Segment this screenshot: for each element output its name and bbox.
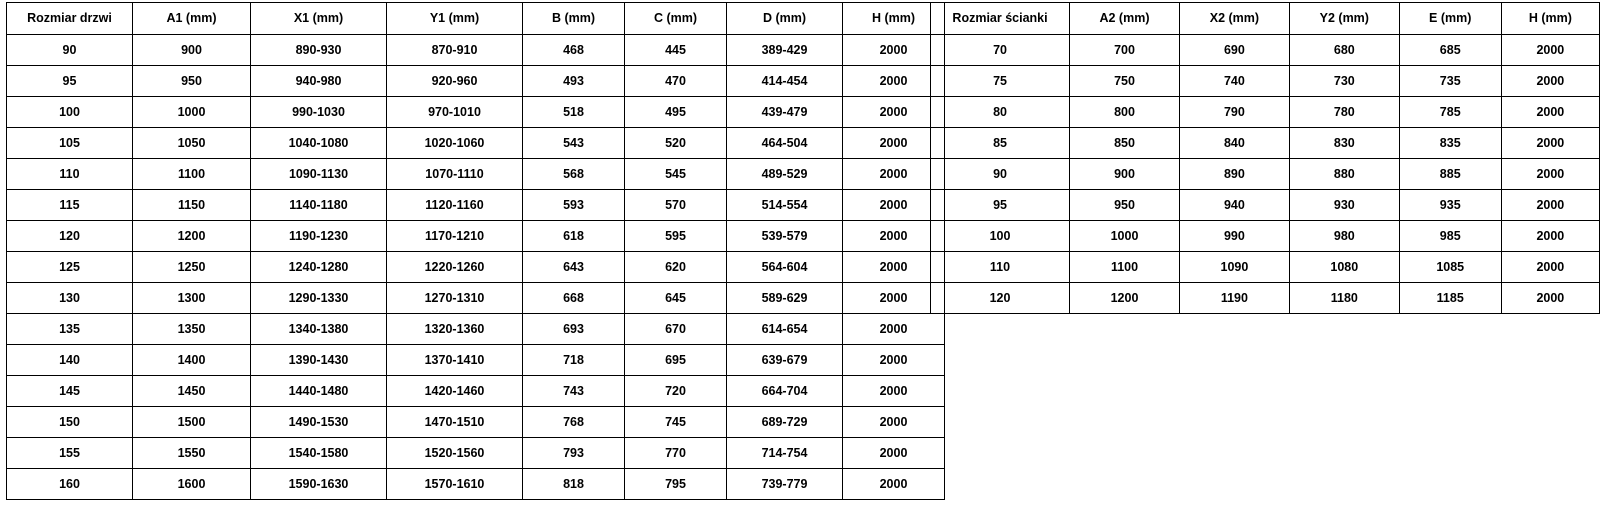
table-cell: 850: [1070, 128, 1180, 159]
table-cell: 643: [523, 252, 625, 283]
table-cell: 1100: [1070, 252, 1180, 283]
table-header-row: [7, 3, 945, 35]
table-row: [931, 252, 1600, 283]
table-cell: 780: [1289, 97, 1399, 128]
table-cell: 743: [523, 376, 625, 407]
table-cell: 135: [7, 314, 133, 345]
table-cell: 439-479: [727, 97, 843, 128]
table-cell: 840: [1179, 128, 1289, 159]
table-cell: 900: [133, 35, 251, 66]
table-row: [7, 128, 945, 159]
table-cell: 468: [523, 35, 625, 66]
table-cell: 664-704: [727, 376, 843, 407]
table-row: [931, 159, 1600, 190]
table-cell: 1500: [133, 407, 251, 438]
table-cell: 1080: [1289, 252, 1399, 283]
table-cell: 1070-1110: [387, 159, 523, 190]
table-cell: 768: [523, 407, 625, 438]
table-cell: 493: [523, 66, 625, 97]
table-row: [7, 159, 945, 190]
table-cell: 1370-1410: [387, 345, 523, 376]
table-cell: 518: [523, 97, 625, 128]
table-cell: 1120-1160: [387, 190, 523, 221]
table-cell: 1085: [1399, 252, 1501, 283]
table-cell: 2000: [1501, 283, 1599, 314]
table-cell: 1320-1360: [387, 314, 523, 345]
table-cell: 1185: [1399, 283, 1501, 314]
table-row: [7, 66, 945, 97]
table-cell: 900: [1070, 159, 1180, 190]
table-cell: 770: [625, 438, 727, 469]
table-cell: 718: [523, 345, 625, 376]
table-cell: 2000: [843, 283, 945, 314]
table-cell: 595: [625, 221, 727, 252]
table-row: [7, 97, 945, 128]
table-row: [931, 283, 1600, 314]
doors-table-body: [7, 35, 945, 500]
table-cell: 620: [625, 252, 727, 283]
table-cell: 1540-1580: [251, 438, 387, 469]
table-row: [7, 221, 945, 252]
table-cell: 1150: [133, 190, 251, 221]
table-cell: 85: [931, 128, 1070, 159]
table-cell: 2000: [843, 66, 945, 97]
table-cell: 639-679: [727, 345, 843, 376]
table-row: [931, 221, 1600, 252]
table-cell: 1090: [1179, 252, 1289, 283]
table-cell: 470: [625, 66, 727, 97]
table-cell: 1520-1560: [387, 438, 523, 469]
table-cell: 714-754: [727, 438, 843, 469]
column-header: X1 (mm): [251, 3, 387, 35]
table-cell: 568: [523, 159, 625, 190]
table-cell: 739-779: [727, 469, 843, 500]
column-header: Y1 (mm): [387, 3, 523, 35]
table-cell: 870-910: [387, 35, 523, 66]
table-cell: 1240-1280: [251, 252, 387, 283]
table-cell: 790: [1179, 97, 1289, 128]
table-cell: 2000: [1501, 66, 1599, 97]
doors-dimensions-table: [6, 2, 945, 500]
table-cell: 890-930: [251, 35, 387, 66]
doors-table-container: [6, 2, 945, 500]
table-cell: 130: [7, 283, 133, 314]
table-cell: 680: [1289, 35, 1399, 66]
column-header: B (mm): [523, 3, 625, 35]
table-row: [7, 252, 945, 283]
table-cell: 1390-1430: [251, 345, 387, 376]
table-cell: 414-454: [727, 66, 843, 97]
table-cell: 489-529: [727, 159, 843, 190]
walls-dimensions-table: [930, 2, 1600, 314]
table-row: [931, 128, 1600, 159]
table-cell: 514-554: [727, 190, 843, 221]
table-cell: 495: [625, 97, 727, 128]
table-cell: 543: [523, 128, 625, 159]
table-cell: 1440-1480: [251, 376, 387, 407]
table-row: [931, 97, 1600, 128]
table-cell: 1200: [1070, 283, 1180, 314]
table-cell: 750: [1070, 66, 1180, 97]
column-header: D (mm): [727, 3, 843, 35]
table-cell: 160: [7, 469, 133, 500]
table-cell: 785: [1399, 97, 1501, 128]
table-cell: 670: [625, 314, 727, 345]
table-cell: 689-729: [727, 407, 843, 438]
table-header-row: [931, 3, 1600, 35]
table-cell: 1140-1180: [251, 190, 387, 221]
table-cell: 950: [1070, 190, 1180, 221]
table-cell: 745: [625, 407, 727, 438]
table-cell: 105: [7, 128, 133, 159]
table-cell: 2000: [843, 345, 945, 376]
table-cell: 1100: [133, 159, 251, 190]
table-cell: 95: [7, 66, 133, 97]
table-row: [931, 35, 1600, 66]
table-cell: 1570-1610: [387, 469, 523, 500]
table-cell: 970-1010: [387, 97, 523, 128]
table-cell: 2000: [1501, 97, 1599, 128]
table-cell: 1250: [133, 252, 251, 283]
table-cell: 645: [625, 283, 727, 314]
table-cell: 1590-1630: [251, 469, 387, 500]
table-cell: 115: [7, 190, 133, 221]
table-cell: 1040-1080: [251, 128, 387, 159]
column-header: A1 (mm): [133, 3, 251, 35]
table-row: [7, 438, 945, 469]
table-cell: 818: [523, 469, 625, 500]
table-cell: 389-429: [727, 35, 843, 66]
table-cell: 155: [7, 438, 133, 469]
table-cell: 1200: [133, 221, 251, 252]
table-cell: 70: [931, 35, 1070, 66]
table-cell: 735: [1399, 66, 1501, 97]
table-cell: 2000: [843, 438, 945, 469]
table-cell: 830: [1289, 128, 1399, 159]
table-cell: 930: [1289, 190, 1399, 221]
table-cell: 545: [625, 159, 727, 190]
table-cell: 1000: [133, 97, 251, 128]
walls-table-body: [931, 35, 1600, 314]
table-cell: 1340-1380: [251, 314, 387, 345]
table-row: [7, 376, 945, 407]
table-cell: 800: [1070, 97, 1180, 128]
column-header: C (mm): [625, 3, 727, 35]
table-cell: 1600: [133, 469, 251, 500]
table-cell: 539-579: [727, 221, 843, 252]
table-cell: 1000: [1070, 221, 1180, 252]
table-cell: 940-980: [251, 66, 387, 97]
table-cell: 618: [523, 221, 625, 252]
column-header: H (mm): [843, 3, 945, 35]
table-cell: 740: [1179, 66, 1289, 97]
table-cell: 920-960: [387, 66, 523, 97]
table-row: [7, 469, 945, 500]
table-cell: 140: [7, 345, 133, 376]
table-cell: 75: [931, 66, 1070, 97]
column-header: E (mm): [1399, 3, 1501, 35]
table-cell: 990-1030: [251, 97, 387, 128]
table-cell: 1300: [133, 283, 251, 314]
table-cell: 614-654: [727, 314, 843, 345]
table-cell: 700: [1070, 35, 1180, 66]
table-cell: 570: [625, 190, 727, 221]
column-header: Rozmiar ścianki: [931, 3, 1070, 35]
table-cell: 1220-1260: [387, 252, 523, 283]
table-cell: 2000: [1501, 252, 1599, 283]
table-cell: 835: [1399, 128, 1501, 159]
table-cell: 593: [523, 190, 625, 221]
table-cell: 1090-1130: [251, 159, 387, 190]
walls-table-container: [930, 2, 1600, 314]
table-cell: 520: [625, 128, 727, 159]
table-cell: 1550: [133, 438, 251, 469]
table-cell: 80: [931, 97, 1070, 128]
table-cell: 589-629: [727, 283, 843, 314]
table-cell: 110: [931, 252, 1070, 283]
table-cell: 1020-1060: [387, 128, 523, 159]
table-cell: 1050: [133, 128, 251, 159]
column-header: A2 (mm): [1070, 3, 1180, 35]
table-cell: 1270-1310: [387, 283, 523, 314]
table-cell: 1170-1210: [387, 221, 523, 252]
table-cell: 2000: [843, 252, 945, 283]
table-cell: 720: [625, 376, 727, 407]
table-cell: 145: [7, 376, 133, 407]
table-cell: 90: [931, 159, 1070, 190]
table-cell: 985: [1399, 221, 1501, 252]
table-row: [7, 190, 945, 221]
table-cell: 935: [1399, 190, 1501, 221]
table-cell: 2000: [843, 128, 945, 159]
table-cell: 445: [625, 35, 727, 66]
table-cell: 880: [1289, 159, 1399, 190]
table-cell: 2000: [843, 314, 945, 345]
table-cell: 2000: [1501, 190, 1599, 221]
table-cell: 2000: [1501, 35, 1599, 66]
table-cell: 120: [931, 283, 1070, 314]
table-row: [7, 407, 945, 438]
table-row: [931, 190, 1600, 221]
table-cell: 890: [1179, 159, 1289, 190]
table-cell: 685: [1399, 35, 1501, 66]
table-cell: 2000: [1501, 159, 1599, 190]
table-cell: 1180: [1289, 283, 1399, 314]
table-cell: 2000: [843, 159, 945, 190]
table-cell: 150: [7, 407, 133, 438]
table-cell: 2000: [843, 97, 945, 128]
table-cell: 1400: [133, 345, 251, 376]
table-cell: 793: [523, 438, 625, 469]
table-cell: 2000: [843, 221, 945, 252]
table-cell: 1490-1530: [251, 407, 387, 438]
table-row: [7, 314, 945, 345]
table-cell: 695: [625, 345, 727, 376]
table-cell: 795: [625, 469, 727, 500]
table-cell: 100: [931, 221, 1070, 252]
table-row: [7, 283, 945, 314]
table-cell: 690: [1179, 35, 1289, 66]
table-cell: 1470-1510: [387, 407, 523, 438]
table-cell: 950: [133, 66, 251, 97]
column-header: X2 (mm): [1179, 3, 1289, 35]
column-header: Y2 (mm): [1289, 3, 1399, 35]
table-cell: 564-604: [727, 252, 843, 283]
table-cell: 120: [7, 221, 133, 252]
table-row: [7, 35, 945, 66]
table-cell: 668: [523, 283, 625, 314]
table-cell: 730: [1289, 66, 1399, 97]
table-cell: 100: [7, 97, 133, 128]
table-cell: 2000: [843, 190, 945, 221]
table-cell: 693: [523, 314, 625, 345]
column-header: H (mm): [1501, 3, 1599, 35]
table-cell: 1420-1460: [387, 376, 523, 407]
table-cell: 2000: [1501, 221, 1599, 252]
table-cell: 2000: [843, 376, 945, 407]
table-cell: 1190-1230: [251, 221, 387, 252]
table-cell: 464-504: [727, 128, 843, 159]
table-cell: 95: [931, 190, 1070, 221]
table-cell: 110: [7, 159, 133, 190]
table-cell: 2000: [843, 35, 945, 66]
table-cell: 990: [1179, 221, 1289, 252]
column-header: Rozmiar drzwi: [7, 3, 133, 35]
table-cell: 1290-1330: [251, 283, 387, 314]
table-row: [7, 345, 945, 376]
table-cell: 2000: [843, 407, 945, 438]
table-cell: 2000: [843, 469, 945, 500]
table-cell: 125: [7, 252, 133, 283]
table-cell: 980: [1289, 221, 1399, 252]
table-cell: 1350: [133, 314, 251, 345]
table-cell: 885: [1399, 159, 1501, 190]
table-cell: 1190: [1179, 283, 1289, 314]
table-cell: 90: [7, 35, 133, 66]
table-cell: 2000: [1501, 128, 1599, 159]
table-cell: 940: [1179, 190, 1289, 221]
table-row: [931, 66, 1600, 97]
table-cell: 1450: [133, 376, 251, 407]
